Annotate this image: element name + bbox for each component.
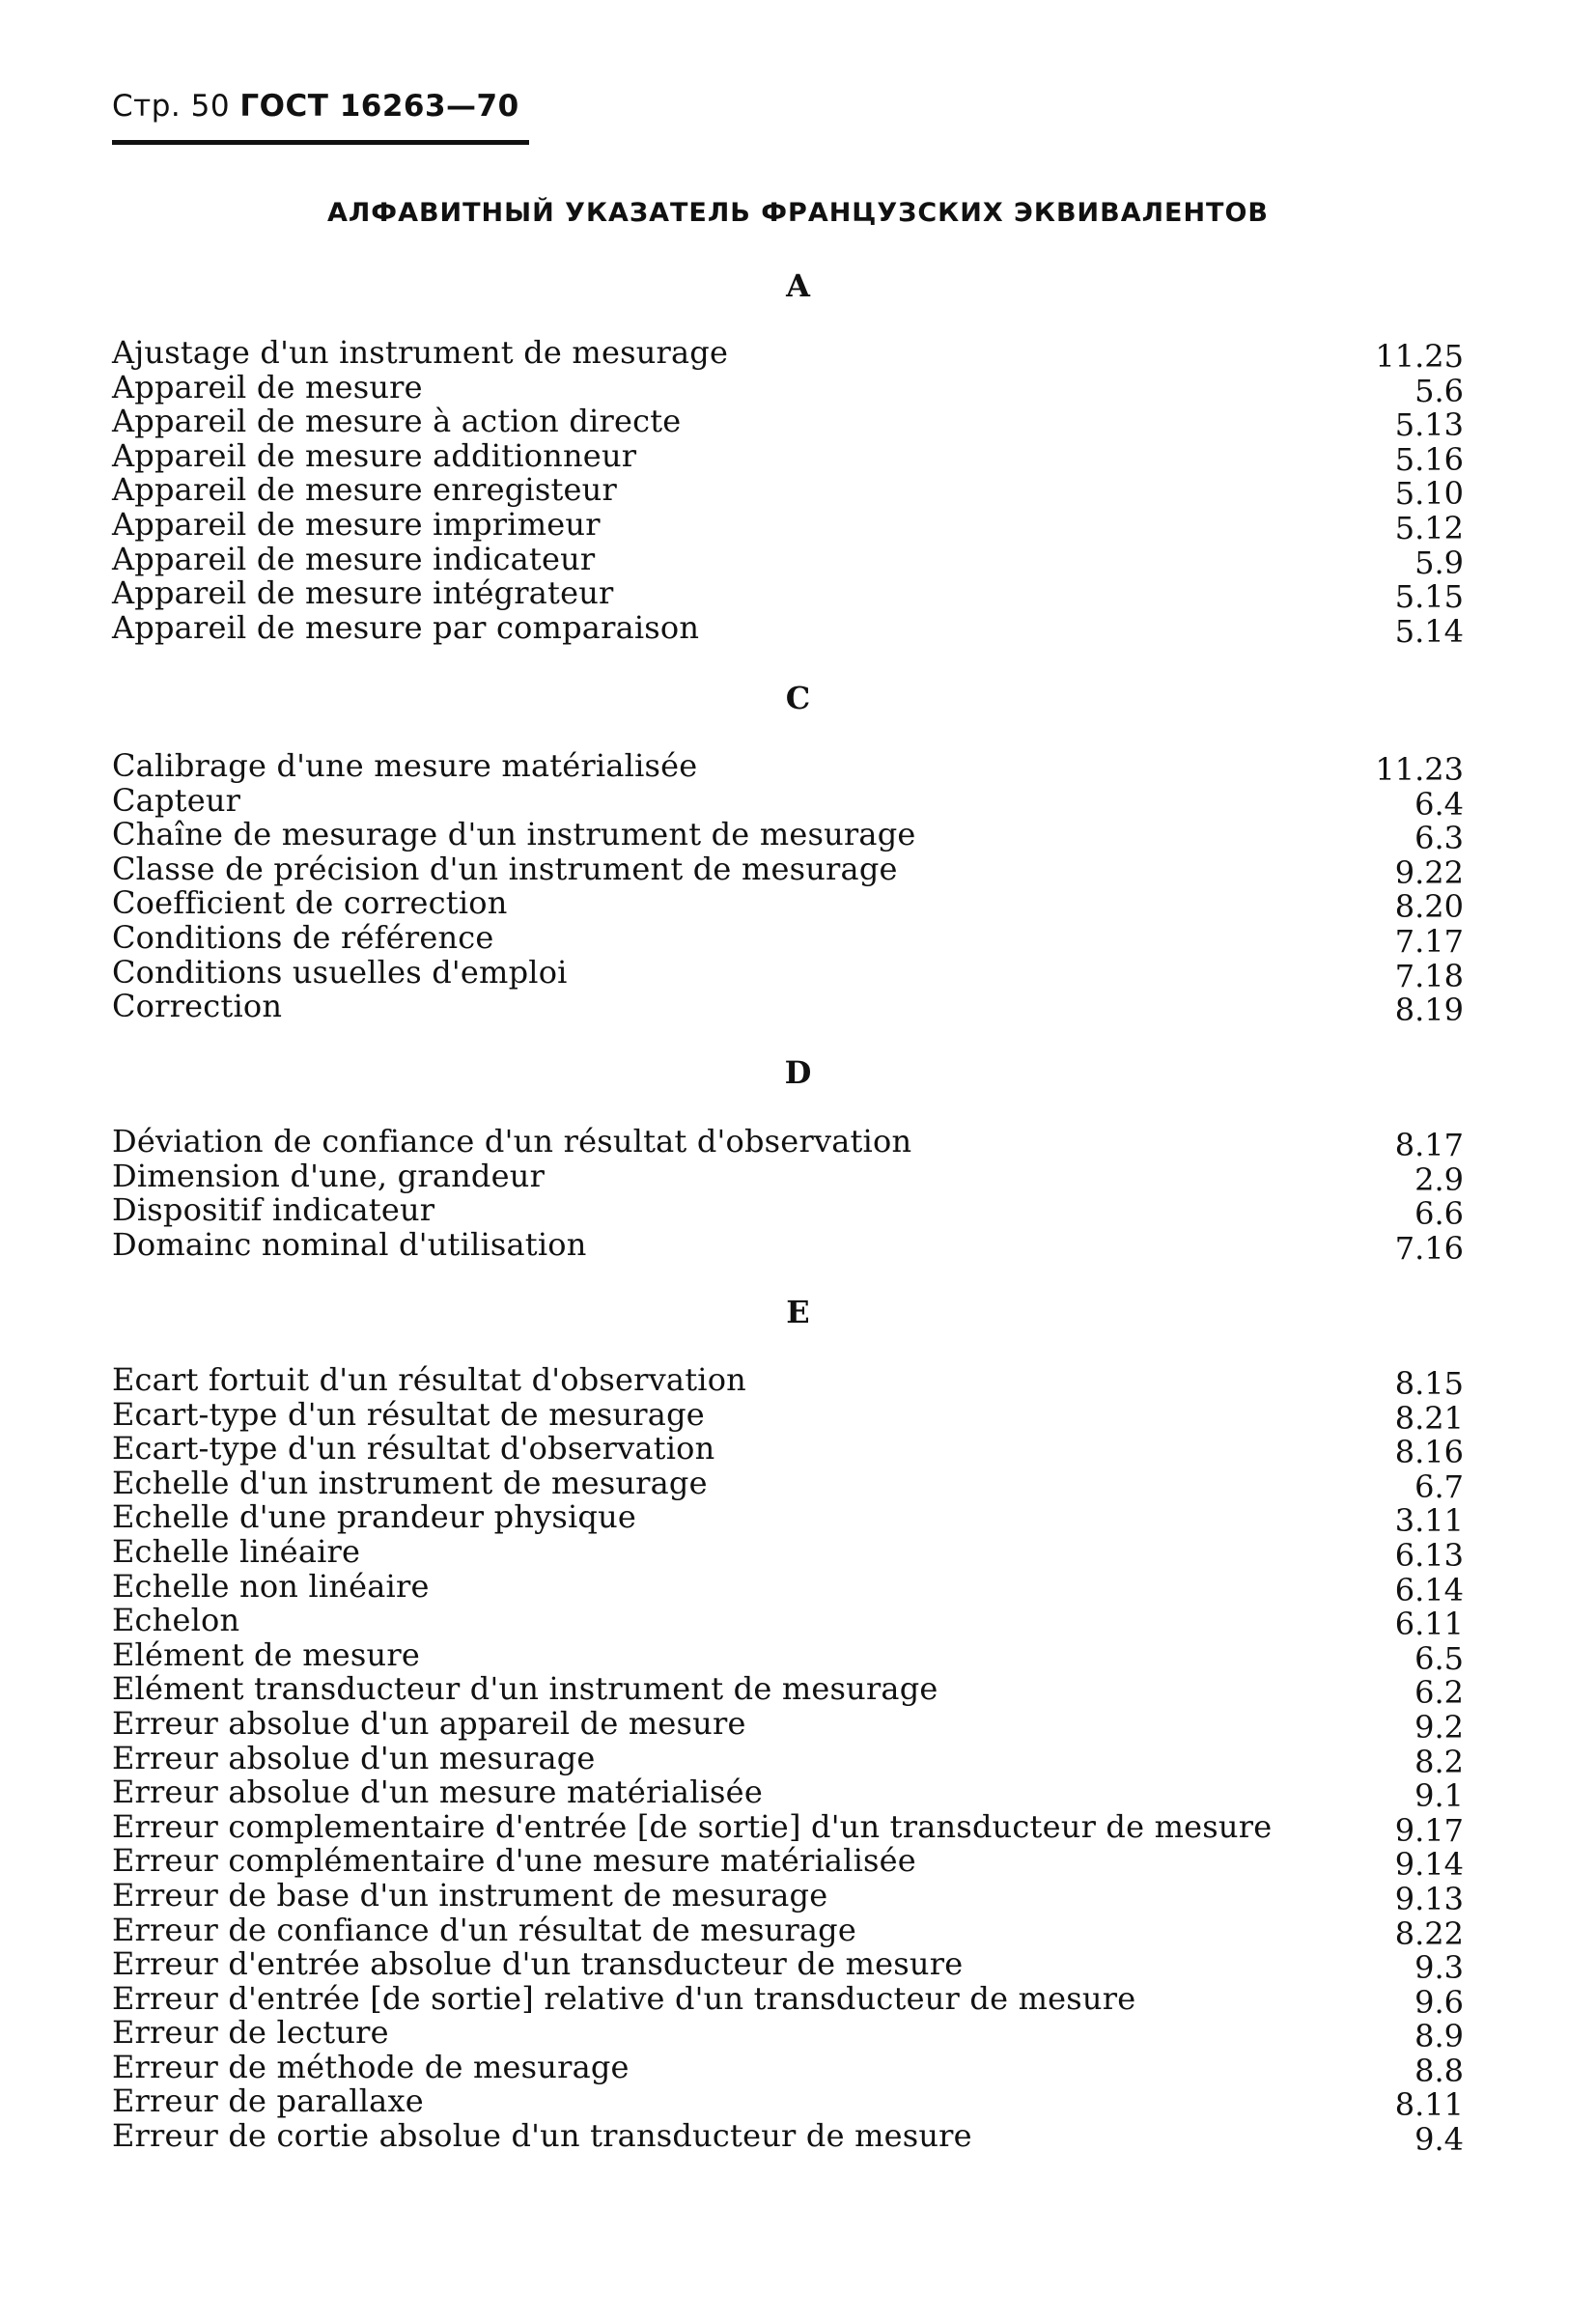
entry-ref: 9.22 — [1394, 853, 1464, 891]
entry-ref: 6.14 — [1394, 1571, 1464, 1608]
index-entry — [112, 1464, 1464, 1505]
entry-ref: 6.11 — [1394, 1606, 1464, 1643]
entry-ref: 7.17 — [1394, 922, 1464, 960]
entry-term: Ecart-type d'un résultat de mesurage — [112, 1395, 705, 1433]
index-entry — [112, 436, 1464, 478]
entry-term: Echelon — [112, 1602, 240, 1639]
entry-ref: 9.2 — [1414, 1708, 1464, 1746]
entry-ref: 8.16 — [1394, 1434, 1464, 1471]
entry-term: Chaîne de mesurage d'un instrument de mesurage — [112, 816, 916, 853]
index-entry — [112, 608, 1464, 650]
entry-ref: 6.2 — [1414, 1674, 1464, 1712]
entry-ref: 7.18 — [1394, 957, 1464, 994]
index-entry — [112, 471, 1464, 513]
entry-term: Appareil de mesure indicateur — [112, 540, 596, 577]
header-rule — [112, 140, 529, 145]
entry-ref: 11.25 — [1375, 338, 1464, 375]
entry-term: Echelle d'un instrument de mesurage — [112, 1464, 708, 1501]
entry-ref: 8.21 — [1394, 1399, 1464, 1437]
index-entry — [112, 403, 1464, 444]
page-header — [112, 89, 519, 124]
index-entry — [112, 884, 1464, 926]
index-entry — [112, 540, 1464, 581]
entry-term: Ecart fortuit d'un résultat d'observation — [112, 1361, 746, 1398]
entry-ref: 9.13 — [1394, 1880, 1464, 1917]
entry-ref: 6.5 — [1414, 1639, 1464, 1677]
section-letter-e: E — [786, 1294, 810, 1330]
index-entry — [112, 2048, 1464, 2089]
entry-term: Echelle linéaire — [112, 1532, 361, 1570]
entry-term: Ecart-type d'un résultat d'observation — [112, 1430, 715, 1467]
index-entry — [112, 1361, 1464, 1402]
entry-ref: 8.11 — [1394, 2086, 1464, 2124]
entry-ref: 5.14 — [1394, 612, 1464, 650]
entry-ref: 9.6 — [1414, 1983, 1464, 2021]
entry-term: Elément transducteur d'un instrument de mesurage — [112, 1670, 938, 1708]
index-entry — [112, 1430, 1464, 1471]
entry-term: Appareil de mesure imprimeur — [112, 505, 601, 543]
entry-term: Erreur absolue d'un appareil de mesure — [112, 1704, 746, 1742]
index-entry — [112, 368, 1464, 409]
entry-term: Erreur de base d'un instrument de mesurage — [112, 1876, 828, 1914]
entry-ref: 5.15 — [1394, 578, 1464, 616]
index-entry — [112, 1807, 1464, 1849]
entry-ref: 8.19 — [1394, 992, 1464, 1029]
entry-term: Appareil de mesure — [112, 368, 423, 405]
index-entry — [112, 747, 1464, 788]
entry-ref: 8.17 — [1394, 1127, 1464, 1163]
entry-term: Dimension d'une, grandeur — [112, 1157, 546, 1194]
entry-ref: 5.10 — [1394, 475, 1464, 513]
index-entry — [112, 1876, 1464, 1917]
entry-ref: 6.3 — [1414, 820, 1464, 857]
index-entry — [112, 2082, 1464, 2124]
entry-term: Elément de mesure — [112, 1635, 420, 1673]
entry-ref: 9.3 — [1414, 1949, 1464, 1987]
index-entry — [112, 1945, 1464, 1987]
index-entry — [112, 1532, 1464, 1574]
index-entry — [112, 1395, 1464, 1437]
entry-term: Erreur complémentaire d'une mesure matérialisée — [112, 1842, 916, 1880]
entry-ref: 6.4 — [1414, 785, 1464, 823]
entry-term: Erreur d'entrée [de sortie] relative d'un transducteur de mesure — [112, 1979, 1136, 2017]
index-entry — [112, 1567, 1464, 1608]
entry-ref: 5.16 — [1394, 440, 1464, 478]
entry-ref: 5.13 — [1394, 406, 1464, 444]
index-entry — [112, 918, 1464, 960]
standard-code: ГОСТ 16263—70 — [239, 89, 519, 124]
entry-ref: 3.11 — [1394, 1502, 1464, 1540]
index-entry — [112, 953, 1464, 994]
entry-ref: 8.9 — [1414, 2018, 1464, 2055]
entry-term: Correction — [112, 988, 283, 1025]
entry-term: Erreur absolue d'un mesurage — [112, 1739, 596, 1776]
index-entry — [112, 1670, 1464, 1712]
entry-ref: 8.2 — [1414, 1743, 1464, 1780]
index-entry — [112, 1979, 1464, 2021]
index-entry — [112, 505, 1464, 546]
entry-term: Dispositif indicateur — [112, 1191, 435, 1229]
entry-ref: 9.1 — [1414, 1777, 1464, 1815]
section-d-entries — [112, 1123, 1464, 1267]
index-entry — [112, 1635, 1464, 1677]
index-entry — [112, 574, 1464, 616]
entry-term: Appareil de mesure par comparaison — [112, 608, 700, 646]
section-letter-c: C — [785, 680, 811, 716]
entry-ref: 6.7 — [1414, 1467, 1464, 1505]
entry-ref: 6.6 — [1414, 1195, 1464, 1233]
entry-term: Appareil de mesure intégrateur — [112, 574, 614, 612]
entry-ref: 8.15 — [1394, 1365, 1464, 1402]
entry-term: Conditions usuelles d'emploi — [112, 953, 568, 991]
index-entry — [112, 1602, 1464, 1643]
entry-ref: 5.9 — [1414, 544, 1464, 581]
entry-ref: 8.20 — [1394, 888, 1464, 926]
entry-ref: 5.6 — [1414, 372, 1464, 409]
entry-ref: 6.13 — [1394, 1536, 1464, 1574]
section-a-entries — [112, 334, 1464, 650]
entry-term: Erreur de confiance d'un résultat de mesurage — [112, 1911, 856, 1948]
entry-term: Erreur d'entrée absolue d'un transducteur de mesure — [112, 1945, 964, 1983]
entry-term: Erreur complementaire d'entrée [de sortie] d'un transducteur de mesure — [112, 1807, 1273, 1845]
page-number: Стр. 50 — [112, 89, 231, 124]
index-entry — [112, 1739, 1464, 1780]
index-entry — [112, 1842, 1464, 1884]
entry-term: Appareil de mesure à action directe — [112, 403, 682, 440]
section-c-entries — [112, 747, 1464, 1029]
index-entry — [112, 816, 1464, 857]
index-entry — [112, 988, 1464, 1029]
section-letter-d: D — [784, 1054, 812, 1091]
entry-term: Erreur de parallaxe — [112, 2082, 424, 2120]
index-entry — [112, 2014, 1464, 2055]
section-letter-a: A — [786, 267, 810, 304]
entry-term: Conditions de référence — [112, 918, 494, 956]
entry-term: Coefficient de correction — [112, 884, 508, 922]
index-entry — [112, 1704, 1464, 1746]
index-entry — [112, 334, 1464, 375]
entry-term: Classe de précision d'un instrument de mesurage — [112, 850, 898, 887]
entry-ref: 5.12 — [1394, 509, 1464, 546]
index-entry — [112, 1225, 1464, 1267]
entry-ref: 8.8 — [1414, 2052, 1464, 2089]
section-e-entries — [112, 1361, 1464, 2159]
index-entry — [112, 1157, 1464, 1198]
index-entry — [112, 1498, 1464, 1540]
index-entry — [112, 1911, 1464, 1952]
index-entry — [112, 781, 1464, 823]
index-entry — [112, 1774, 1464, 1815]
entry-term: Erreur absolue d'un mesure matérialisée — [112, 1774, 763, 1811]
entry-term: Déviation de confiance d'un résultat d'observation — [112, 1123, 912, 1160]
entry-ref: 8.22 — [1394, 1914, 1464, 1952]
entry-term: Erreur de méthode de mesurage — [112, 2048, 630, 2085]
entry-ref: 9.17 — [1394, 1811, 1464, 1849]
entry-ref: 9.14 — [1394, 1846, 1464, 1884]
entry-term: Appareil de mesure enregisteur — [112, 471, 617, 509]
index-entry — [112, 1123, 1464, 1163]
entry-term: Capteur — [112, 781, 241, 819]
index-entry — [112, 850, 1464, 891]
entry-term: Appareil de mesure additionneur — [112, 436, 637, 474]
entry-term: Ajustage d'un instrument de mesurage — [112, 334, 729, 371]
entry-term: Echelle non linéaire — [112, 1567, 430, 1605]
entry-term: Erreur de lecture — [112, 2014, 389, 2052]
index-title: АЛФАВИТНЫЙ УКАЗАТЕЛЬ ФРАНЦУЗСКИХ ЭКВИВАЛЕНТОВ — [326, 198, 1270, 228]
entry-ref: 11.23 — [1375, 751, 1464, 788]
index-entry — [112, 1191, 1464, 1233]
entry-term: Calibrage d'une mesure matérialisée — [112, 747, 698, 784]
entry-term: Echelle d'une prandeur physique — [112, 1498, 637, 1536]
entry-term: Domainc nominal d'utilisation — [112, 1225, 587, 1263]
entry-term: Erreur de cortie absolue d'un transducteur de mesure — [112, 2117, 972, 2155]
entry-ref: 2.9 — [1414, 1160, 1464, 1198]
entry-ref: 9.4 — [1414, 2121, 1464, 2159]
entry-ref: 7.16 — [1394, 1229, 1464, 1267]
index-entry — [112, 2117, 1464, 2159]
